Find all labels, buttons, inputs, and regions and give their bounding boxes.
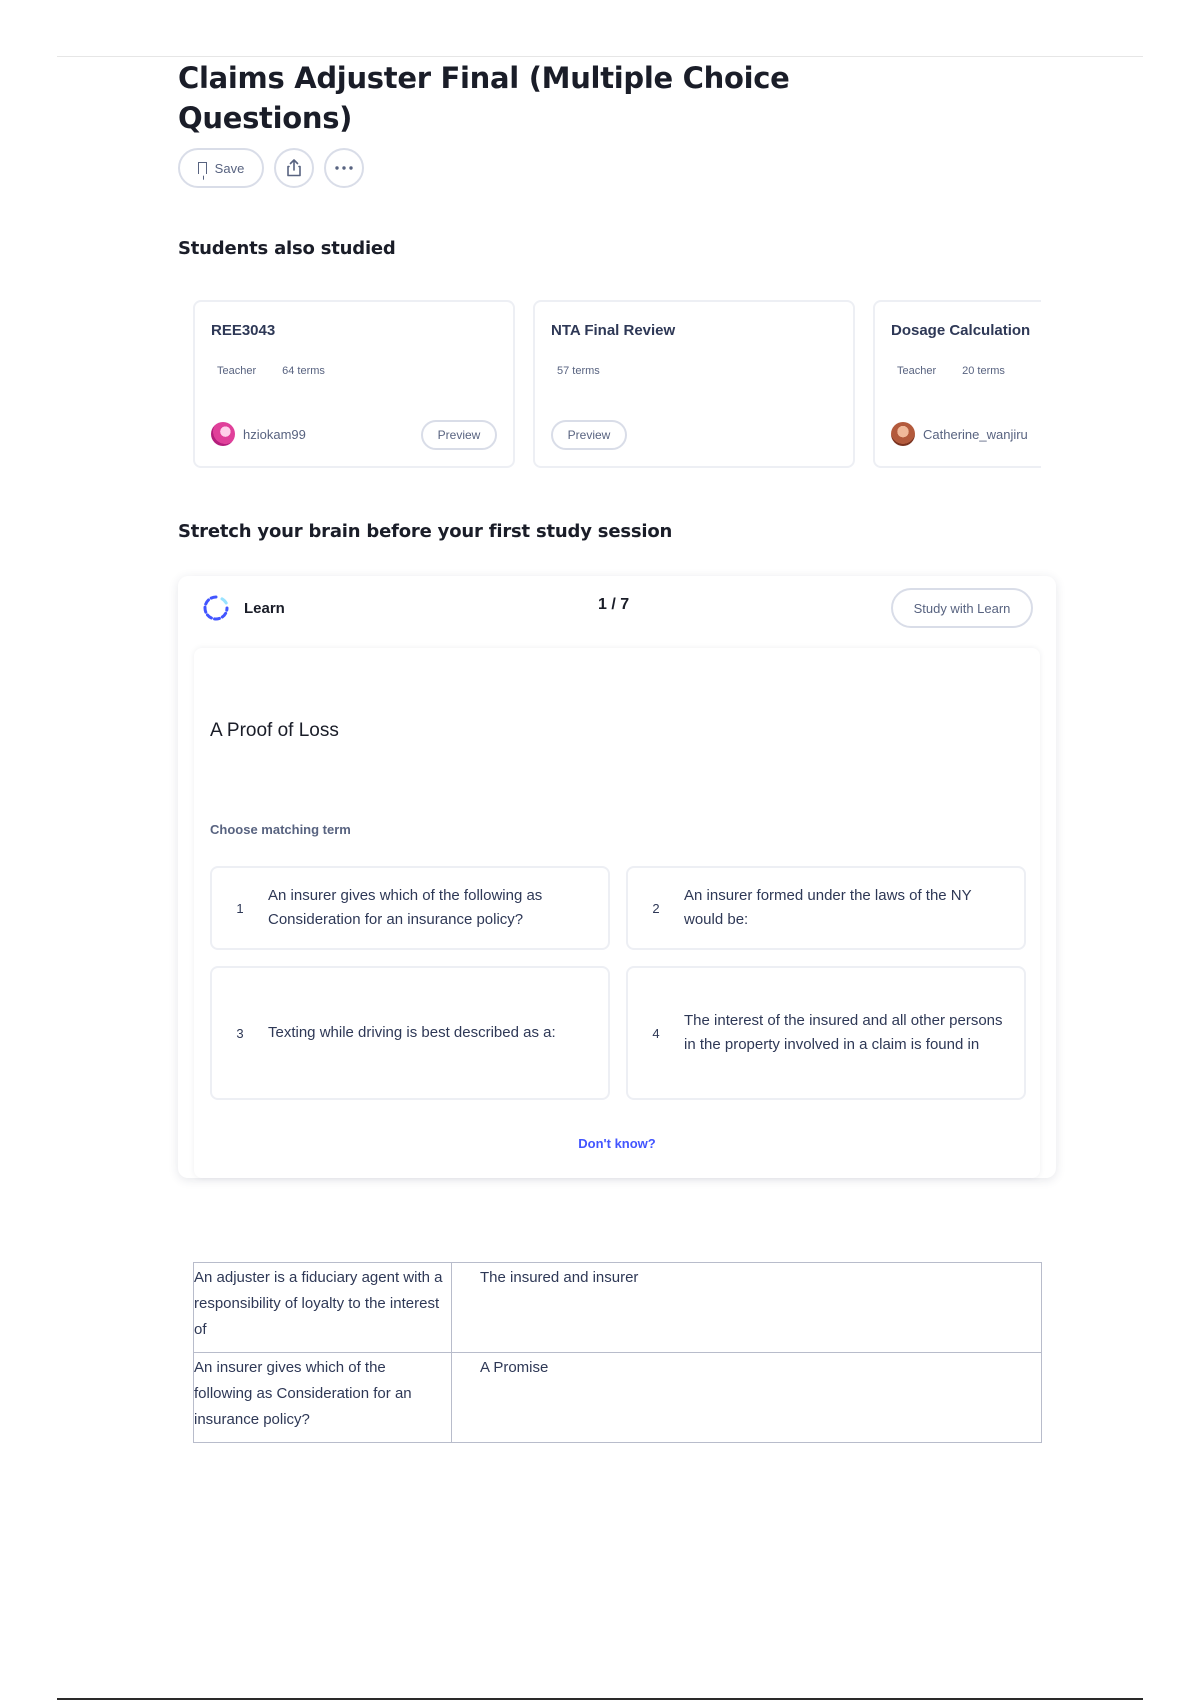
learn-panel [178,576,1056,1178]
table-row [194,1353,1042,1443]
students-also-studied-heading: Students also studied [178,238,396,259]
learn-progress-icon [202,594,230,622]
related-set-card[interactable] [193,300,515,468]
save-button[interactable] [178,148,264,188]
save-label: Save [214,160,245,176]
card-meta [217,365,325,377]
card-meta [557,365,600,377]
term-cell: An adjuster is a fiduciary agent with a responsibility of loyalty to the interest of [194,1263,452,1353]
definition-cell: A Promise [452,1353,1042,1443]
learn-header [202,594,285,622]
term-count: 64 terms [282,365,325,377]
dont-know-link[interactable]: Don't know? [578,1136,656,1151]
table-row [194,1263,1042,1353]
card-user[interactable] [211,422,306,446]
teacher-badge: Teacher [217,365,257,377]
card-title: NTA Final Review [551,322,676,339]
share-button[interactable] [274,148,314,188]
answer-option[interactable] [210,866,610,950]
option-text: The interest of the insured and all other persons in the property involved in a claim is found in [684,1012,1003,1053]
option-number: 2 [652,900,660,916]
related-sets-carousel[interactable] [193,300,1041,470]
teacher-badge: Teacher [897,365,937,377]
bookmark-icon [198,162,207,174]
related-set-card[interactable] [873,300,1041,468]
question-progress: 1 / 7 [598,596,630,613]
set-actions [178,148,364,188]
username: hziokam99 [243,426,306,442]
option-number: 1 [236,900,244,916]
learn-label: Learn [244,599,285,617]
option-number: 3 [236,1025,244,1041]
terms-table [193,1262,1042,1443]
answer-option[interactable] [626,866,1026,950]
more-dots-icon [335,166,353,170]
definition-cell: The insured and insurer [452,1263,1042,1353]
option-text: An insurer gives which of the following as Consideration for an insurance policy? [268,887,543,928]
more-options-button[interactable] [324,148,364,188]
avatar [891,422,915,446]
share-icon [286,159,302,177]
study-with-learn-button[interactable]: Study with Learn [891,588,1033,628]
option-text: Texting while driving is best described as a: [268,1024,556,1041]
answer-option[interactable] [210,966,610,1100]
related-set-card[interactable] [533,300,855,468]
card-title: Dosage Calculation [891,322,1031,339]
option-text: An insurer formed under the laws of the NY would be: [684,887,972,928]
instruction-label: Choose matching term [210,822,351,837]
preview-button[interactable]: Preview [421,420,497,450]
top-divider [57,56,1143,57]
learn-section-heading: Stretch your brain before your first study session [178,521,673,542]
preview-button[interactable]: Preview [551,420,627,450]
username: Catherine_wanjiru [923,426,1028,442]
question-prompt: A Proof of Loss [210,720,339,741]
term-count: 20 terms [962,365,1005,377]
option-number: 4 [652,1025,660,1041]
card-meta [897,365,1005,377]
term-count: 57 terms [557,365,600,377]
card-user[interactable] [891,422,1028,446]
answer-option[interactable] [626,966,1026,1100]
avatar [211,422,235,446]
page-title: Claims Adjuster Final (Multiple Choice Questions) [178,61,790,135]
term-cell: An insurer gives which of the following as Consideration for an insurance policy? [194,1353,452,1443]
question-card [194,648,1040,1178]
card-title: REE3043 [211,322,276,339]
